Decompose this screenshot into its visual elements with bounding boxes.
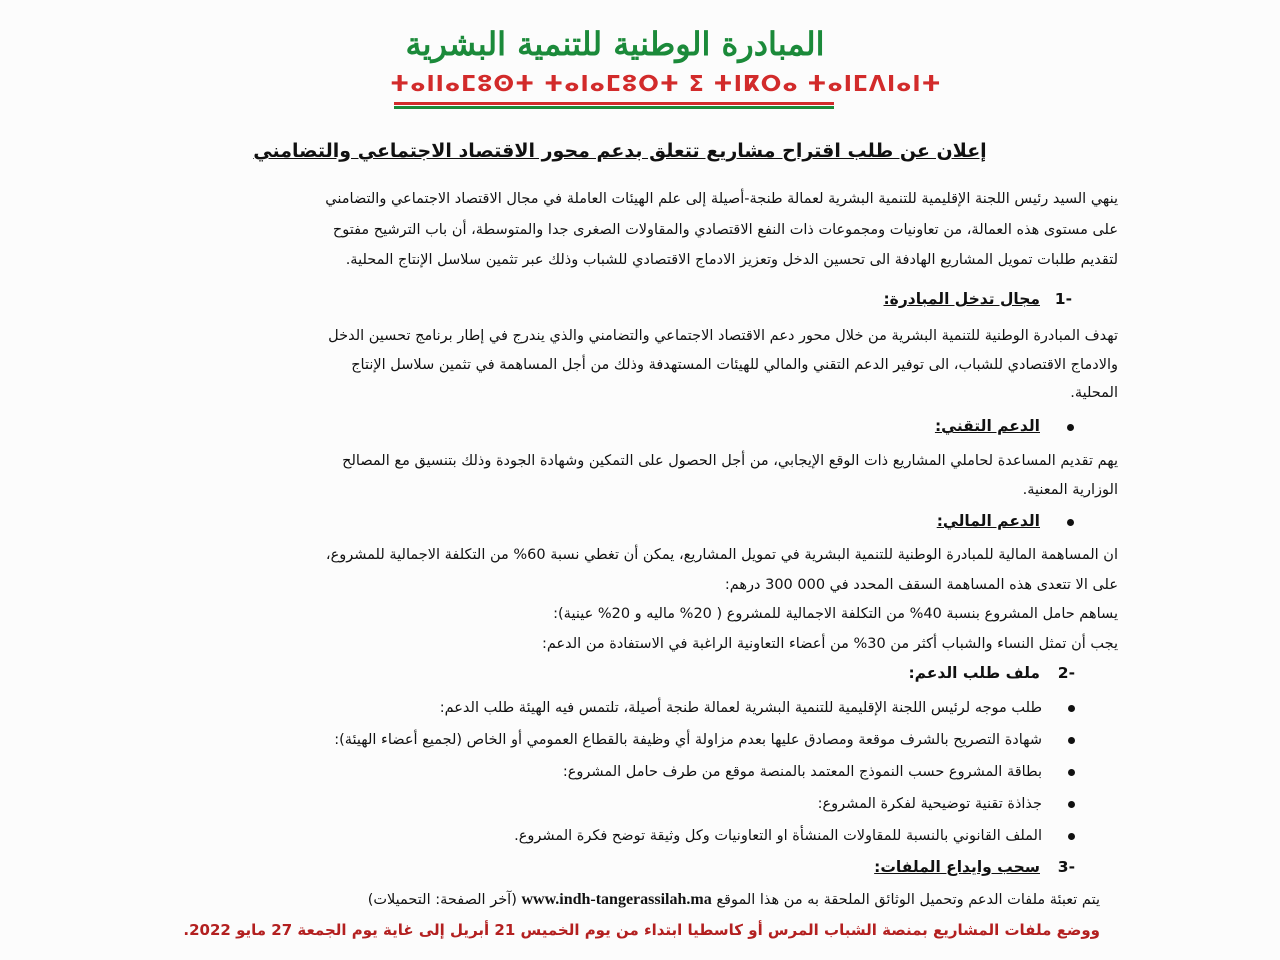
file-item-2: شهادة التصريح بالشرف موقعة ومصادق عليها بعدم مزاولة أي وظيفة بالقطاع العمومي أو الخاص (لجميع أعضاء الهيئة):	[334, 732, 1042, 748]
technical-support-heading-text: الدعم التقني:	[934, 417, 1040, 435]
logo-green-bar	[394, 106, 834, 109]
website-link[interactable]: www.indh-tangerassilah.ma	[521, 891, 712, 908]
intro-line-2: على مستوى هذه العمالة، من تعاونيات ومجموعات ذات النفع الاقتصادي والمقاولات الصغرى جدا والمتوسطة، أن باب الترشيح مفتوح	[332, 222, 1118, 238]
file-item-4: جذاذة تقنية توضيحية لفكرة المشروع:	[817, 796, 1042, 812]
financial-line-4: يجب أن تمثل النساء والشباب أكثر من 30% من أعضاء التعاونية الراغبة في الاستفادة من الدعم:	[541, 636, 1118, 652]
bullet-financial	[1067, 519, 1074, 526]
logo-flag-bars	[394, 102, 834, 109]
submission-line-2: ووضع ملفات المشاريع بمنصة الشباب المرس أو كاسطيا ابتداء من يوم الخميس 21 أبريل إلى غاية يوم الجمعة 27 مايو 2022.	[183, 921, 1100, 939]
bullet-item-2	[1068, 737, 1075, 744]
intro-line-3: لتقديم طلبات تمويل المشاريع الهادفة الى تحسين الدخل وتعزيز الادماج الاقتصادي للشباب وذلك عبر تثمين سلاسل الإنتاج المحلية.	[345, 252, 1118, 268]
section-1-para-line-2: والادماج الاقتصادي للشباب، الى توفير الدعم التقني والمالي للهيئات المستهدفة وذلك من أجل المساهمة في تثمين سلاسل الإنتاج	[351, 357, 1118, 373]
bullet-item-1	[1068, 705, 1075, 712]
financial-line-3: يساهم حامل المشروع بنسبة 40% من التكلفة الاجمالية للمشروع ( 20% ماليه و 20% عينية):	[553, 606, 1118, 622]
section-1-para-line-3: المحلية.	[1070, 385, 1118, 401]
financial-line-1: ان المساهمة المالية للمبادرة الوطنية للتنمية البشرية في تمويل المشاريع، يمكن أن تغطي نسبة 60% من التكلفة الاجمالية للمشروع،	[325, 547, 1118, 563]
section-1-para-line-1: تهدف المبادرة الوطنية للتنمية البشرية من خلال محور دعم الاقتصاد الاجتماعي والتضامني والذي يندرج في إطار برنامج تحسين الدخل	[328, 328, 1118, 344]
section-1-heading-text: مجال تدخل المبادرة:	[883, 290, 1040, 308]
bullet-item-4	[1068, 801, 1075, 808]
section-3-heading	[874, 858, 1040, 876]
file-item-1: طلب موجه لرئيس اللجنة الإقليمية للتنمية البشرية لعمالة طنجة أصيلة، تلتمس فيه الهيئة طلب الدعم:	[439, 700, 1042, 716]
section-1-number: -1	[1054, 290, 1072, 308]
section-2-heading: ملف طلب الدعم:	[908, 664, 1040, 682]
submission-text: يتم تعبئة ملفات الدعم وتحميل الوثائق الملحقة به من هذا الموقع	[716, 892, 1100, 908]
logo-red-bar	[394, 102, 834, 105]
file-item-5: الملف القانوني بالنسبة للمقاولات المنشأة او التعاونيات وكل وثيقة توضح فكرة المشروع.	[514, 828, 1042, 844]
submission-line-1	[100, 889, 1100, 911]
logo-arabic-text: المبادرة الوطنية للتنمية البشرية	[405, 25, 825, 63]
bullet-item-3	[1068, 769, 1075, 776]
financial-line-2: على الا تتعدى هذه المساهمة السقف المحدد في 000 300 درهم:	[724, 577, 1118, 593]
technical-support-heading	[935, 417, 1040, 435]
financial-support-heading	[937, 512, 1040, 530]
section-2-number: -2	[1057, 664, 1075, 682]
announcement-title: إعلان عن طلب اقتراح مشاريع تتعلق بدعم محور الاقتصاد الاجتماعي والتضامني	[253, 140, 987, 162]
section-3-heading-text: سحب وايداع الملفات:	[874, 858, 1040, 876]
technical-line-1: يهم تقديم المساعدة لحاملي المشاريع ذات الوقع الإيجابي، من أجل الحصول على التمكين وشهادة الجودة وذلك بتنسيق مع المصالح	[342, 453, 1118, 469]
section-1-heading	[883, 290, 1040, 308]
indh-logo	[390, 14, 942, 100]
file-item-3: بطاقة المشروع حسب النموذج المعتمد بالمنصة موقع من طرف حامل المشروع:	[562, 764, 1042, 780]
section-3-number: -3	[1057, 858, 1075, 876]
technical-line-2: الوزارية المعنية.	[1022, 482, 1118, 498]
logo-tifinagh-text: ⵜⴰⵏⵏⴰⵎⵓⵙⵜ ⵜⴰⵏⴰⵎⵓⵔⵜ ⵉ ⵜⵏⴽⵔⴰ ⵜⴰⵏⵎⴷⵏⴰⵏⵜ	[390, 72, 942, 97]
bullet-technical	[1067, 424, 1074, 431]
intro-line-1: ينهي السيد رئيس اللجنة الإقليمية للتنمية البشرية لعمالة طنجة-أصيلة إلى علم الهيئات العاملة في مجال الاقتصاد الاجتماعي والتضامني	[325, 191, 1118, 207]
bullet-item-5	[1068, 833, 1075, 840]
financial-support-heading-text: الدعم المالي:	[936, 512, 1040, 530]
downloads-note: (آخر الصفحة: التحميلات)	[367, 892, 517, 908]
